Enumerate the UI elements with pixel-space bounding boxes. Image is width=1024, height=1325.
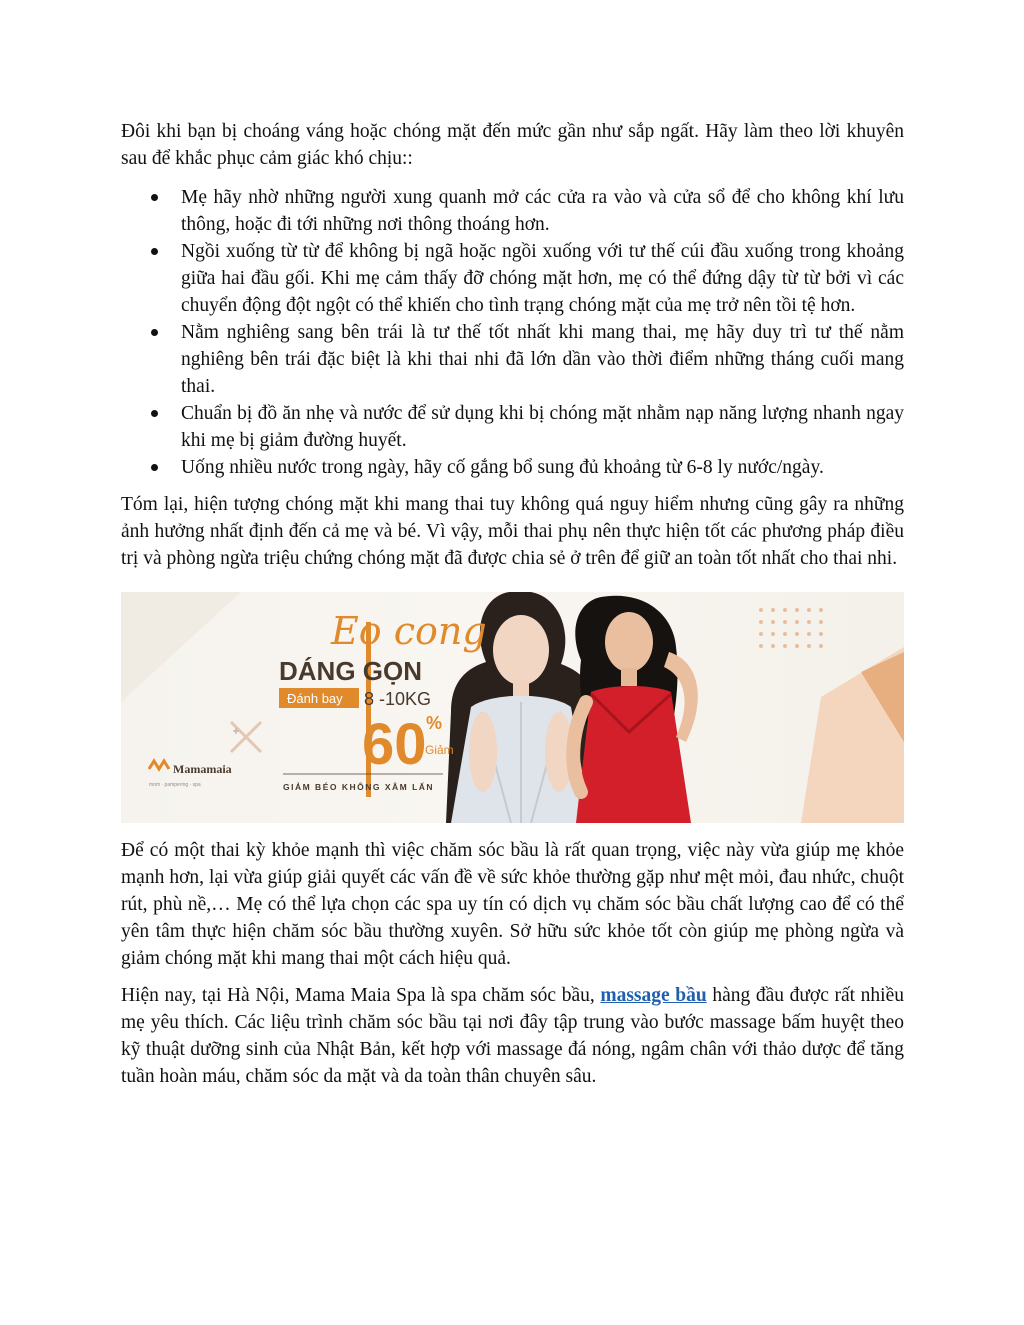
list-item-text: Uống nhiều nước trong ngày, hãy cố gắng bổ sung đủ khoảng từ 6-8 ly nước/ngày. [181, 457, 824, 478]
list-item-text: Mẹ hãy nhờ những người xung quanh mở các cửa ra vào và cửa sổ để cho không khí lưu thông, hoặc đi tới những nơi thông thoáng hơn. [181, 187, 904, 235]
list-item [121, 400, 904, 454]
list-item [121, 319, 904, 400]
weight-text: 8 -10KG [364, 689, 432, 709]
summary-paragraph: Tóm lại, hiện tượng chóng mặt khi mang thai tuy không quá nguy hiểm nhưng cũng gây ra những ảnh hưởng nhất định đến cả mẹ và bé. Vì vậy, mỗi thai phụ nên thực hiện tốt các phương pháp điều trị và phòng ngừa triệu chứng chóng mặt đã được chia sẻ ở trên để giữ an toàn tốt nhất cho thai nhi. [121, 494, 904, 569]
document-page [121, 118, 904, 1100]
bullet-icon [151, 194, 158, 201]
cross-decoration [231, 722, 261, 752]
model-red-dress-image [573, 596, 698, 823]
tag-text: Đánh bay [287, 691, 343, 706]
dots-decoration [759, 608, 823, 648]
list-item-text: Chuẩn bị đồ ăn nhẹ và nước để sử dụng khi bị chóng mặt nhằm nạp năng lượng nhanh ngay khi mẹ bị giảm đường huyết. [181, 403, 904, 451]
bullet-icon [151, 410, 158, 417]
massage-bau-link[interactable]: massage bầu [600, 985, 707, 1006]
promo-banner-graphic [121, 592, 904, 823]
brand-logo-text: Mamamaia [173, 762, 232, 776]
bullet-icon [151, 248, 158, 255]
brand-logo-tagline: mom · pampering · spa [149, 782, 201, 788]
spa-paragraph-start: Hiện nay, tại Hà Nội, Mama Maia Spa là spa chăm sóc bầu, [121, 985, 601, 1006]
left-shape-decoration [121, 592, 241, 702]
list-item [121, 238, 904, 319]
list-item [121, 184, 904, 238]
headline-script: Eo cong [331, 609, 487, 653]
spa-paragraph [121, 982, 904, 1090]
promo-banner[interactable] [121, 592, 904, 823]
list-item-text: Nằm nghiêng sang bên trái là tư thế tốt nhất khi mang thai, mẹ hãy duy trì tư thế nằm nghiêng bên trái đặc biệt là khi thai nhi đã lớn dần vào thời điểm những tháng cuối mang thai. [181, 322, 904, 397]
bullet-icon [151, 329, 158, 336]
care-paragraph: Để có một thai kỳ khỏe mạnh thì việc chăm sóc bầu là rất quan trọng, việc này vừa giúp mẹ khỏe mạnh hơn, lại vừa giúp giải quyết các vấn đề về sức khỏe thường gặp như mệt mỏi, đau nhức, chuột rút, phù nề,… Mẹ có thể lựa chọn các spa uy tín có dịch vụ chăm sóc bầu chất lượng cao để có thể yên tâm thực hiện chăm sóc bầu thường xuyên. Sở hữu sức khỏe tốt còn giúp mẹ phòng ngừa và giảm chóng mặt khi mang thai một cách hiệu quả. [121, 840, 904, 969]
headline-bold: DÁNG GỌN [279, 656, 422, 686]
spa-paragraph-end: hàng đầu được rất nhiều mẹ yêu thích. Các liệu trình chăm sóc bầu tại nơi đây tập trung vào bước massage bấm huyệt theo kỹ thuật dưỡng sinh của Nhật Bản, kết hợp với massage đá nóng, ngâm chân với thảo dược để tăng tuần hoàn máu, chăm sóc da mặt và da toàn thân chuyên sâu. [121, 985, 904, 1087]
discount-word: Giảm [425, 743, 454, 757]
tips-list [121, 184, 904, 481]
discount-percent: % [426, 713, 443, 733]
list-item [121, 454, 904, 481]
brand-logo [149, 761, 169, 769]
discount-number: 60 [362, 712, 427, 777]
list-item-text: Ngồi xuống từ từ để không bị ngã hoặc ngồi xuống với tư thế cúi đầu xuống trong khoảng giữa hai đầu gối. Khi mẹ cảm thấy đỡ chóng mặt hơn, mẹ có thể đứng dậy từ từ bởi vì các chuyển động đột ngột có thể khiến cho tình trạng chóng mặt của mẹ trở nên tồi tệ hơn. [181, 241, 904, 316]
intro-paragraph: Đôi khi bạn bị choáng váng hoặc chóng mặt đến mức gần như sắp ngất. Hãy làm theo lời khuyên sau để khắc phục cảm giác khó chịu:: [121, 121, 904, 169]
footer-text: GIẢM BÉO KHÔNG XÂM LẤN [283, 782, 435, 792]
bullet-icon [151, 464, 158, 471]
